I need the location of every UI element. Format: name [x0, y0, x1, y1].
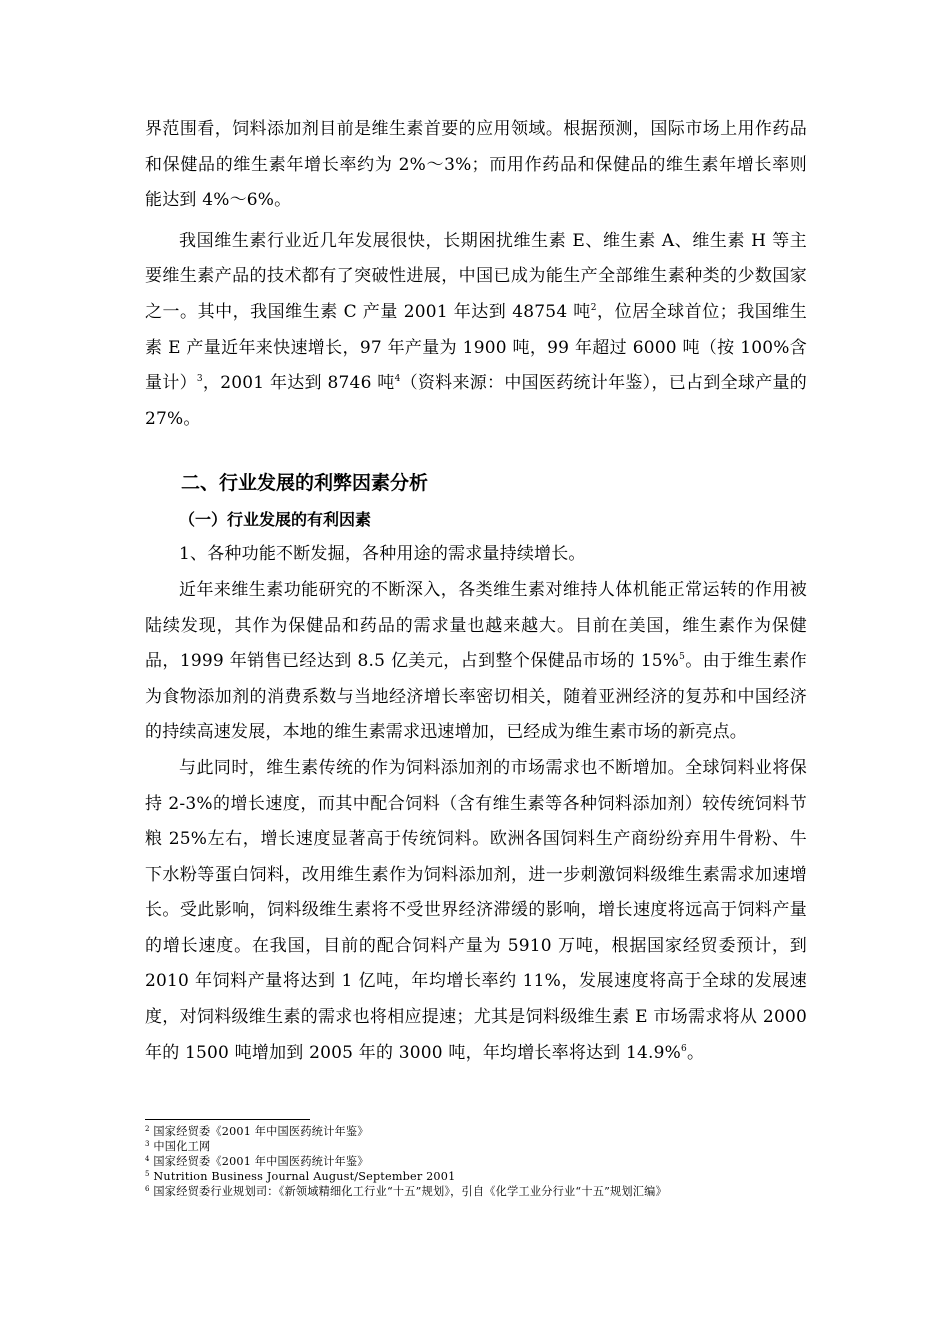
section-heading: 二、行业发展的利弊因素分析: [181, 472, 429, 495]
footnote-divider: [145, 1119, 310, 1120]
document-body: [145, 112, 807, 1071]
footnotes-section: [145, 1119, 807, 1199]
paragraph-china-vitamin-industry: 我国维生素行业近几年发展很快，长期困扰维生素 E、维生素 A、维生素 H 等主要维生素产品的技术都有了突破性进展，中国已成为能生产全部维生素种类的少数国家之一。其中，我国维生素 C 产量 2001 年达到 48754 吨$^2$，位居全球首位；我国维生素 E 产量近年来快速增长，97 年产量为 1900 吨，99 年超过 6000 吨（按 100%含量计）$^3$，2001 年达到 8746 吨$^4$（资料来源：中国医药统计年鉴），已占到全球产量的 27%。: [145, 230, 808, 429]
footnote-item: $^5$ Nutrition Business Journal August/September 2001: [145, 1170, 456, 1183]
footnote-ref-6[interactable]: 6: [681, 1043, 687, 1054]
footnote-item: $^3$ 中国化工网: [145, 1140, 211, 1153]
paragraph-feed-demand: 与此同时，维生素传统的作为饲料添加剂的市场需求也不断增加。全球饲料业将保持 2-3%的增长速度，而其中配合饲料（含有维生素等各种饲料添加剂）较传统饲料节粮 25%左右，增长速度显著高于传统饲料。欧洲各国饲料生产商纷纷弃用牛骨粉、牛下水粉等蛋白饲料，改用维生素作为饲料添加剂，进一步刺激饲料级维生素需求加速增长。受此影响，饲料级维生素将不受世界经济滞缓的影响，增长速度将远高于饲料产量的增长速度。在我国，目前的配合饲料产量为 5910 万吨，根据国家经贸委预计，到 2010 年饲料产量将达到 1 亿吨，年均增长率约 11%，发展速度将高于全球的发展速度，对饲料级维生素的需求也将相应提速；尤其是饲料级维生素 E 市场需求将从 2000 年的 1500 吨增加到 2005 年的 3000 吨，年均增长率将达到 14.9%$^6$。: [145, 757, 807, 1063]
footnote-ref-5[interactable]: 5: [679, 652, 686, 663]
paragraph-demand-growth-title: 1、各种功能不断发掘，各种用途的需求量持续增长。: [179, 544, 586, 565]
footnote-item: $^2$ 国家经贸委《2001 年中国医药统计年鉴》: [145, 1125, 369, 1138]
footnote-ref-2[interactable]: 2: [590, 302, 597, 313]
footnote-item: $^4$ 国家经贸委《2001 年中国医药统计年鉴》: [145, 1155, 369, 1168]
footnote-item: $^6$ 国家经贸委行业规划司：《新领域精细化工行业“十五”规划》，引自《化学工业分行业“十五”规划汇编》: [145, 1185, 667, 1198]
footnote-ref-3[interactable]: 3: [196, 374, 203, 385]
footnote-ref-4[interactable]: 4: [394, 374, 401, 385]
paragraph-vitamin-applications: 界范围看，饲料添加剂目前是维生素首要的应用领域。根据预测，国际市场上用作药品和保健品的维生素年增长率约为 2%～3%；而用作药品和保健品的维生素年增长率则能达到 4%～6%。: [145, 119, 807, 211]
subsection-heading: （一）行业发展的有利因素: [179, 510, 372, 530]
paragraph-health-demand: 近年来维生素功能研究的不断深入，各类维生素对维持人体机能正常运转的作用被陆续发现，其作为保健品和药品的需求量也越来越大。目前在美国，维生素作为保健品，1999 年销售已经达到 8.5 亿美元，占到整个保健品市场的 15%$^5$。由于维生素作为食物添加剂的消费系数与当地经济增长率密切相关，随着亚洲经济的复苏和中国经济的持续高速发展，本地的维生素需求迅速增加，已经成为维生素市场的新亮点。: [145, 579, 807, 743]
